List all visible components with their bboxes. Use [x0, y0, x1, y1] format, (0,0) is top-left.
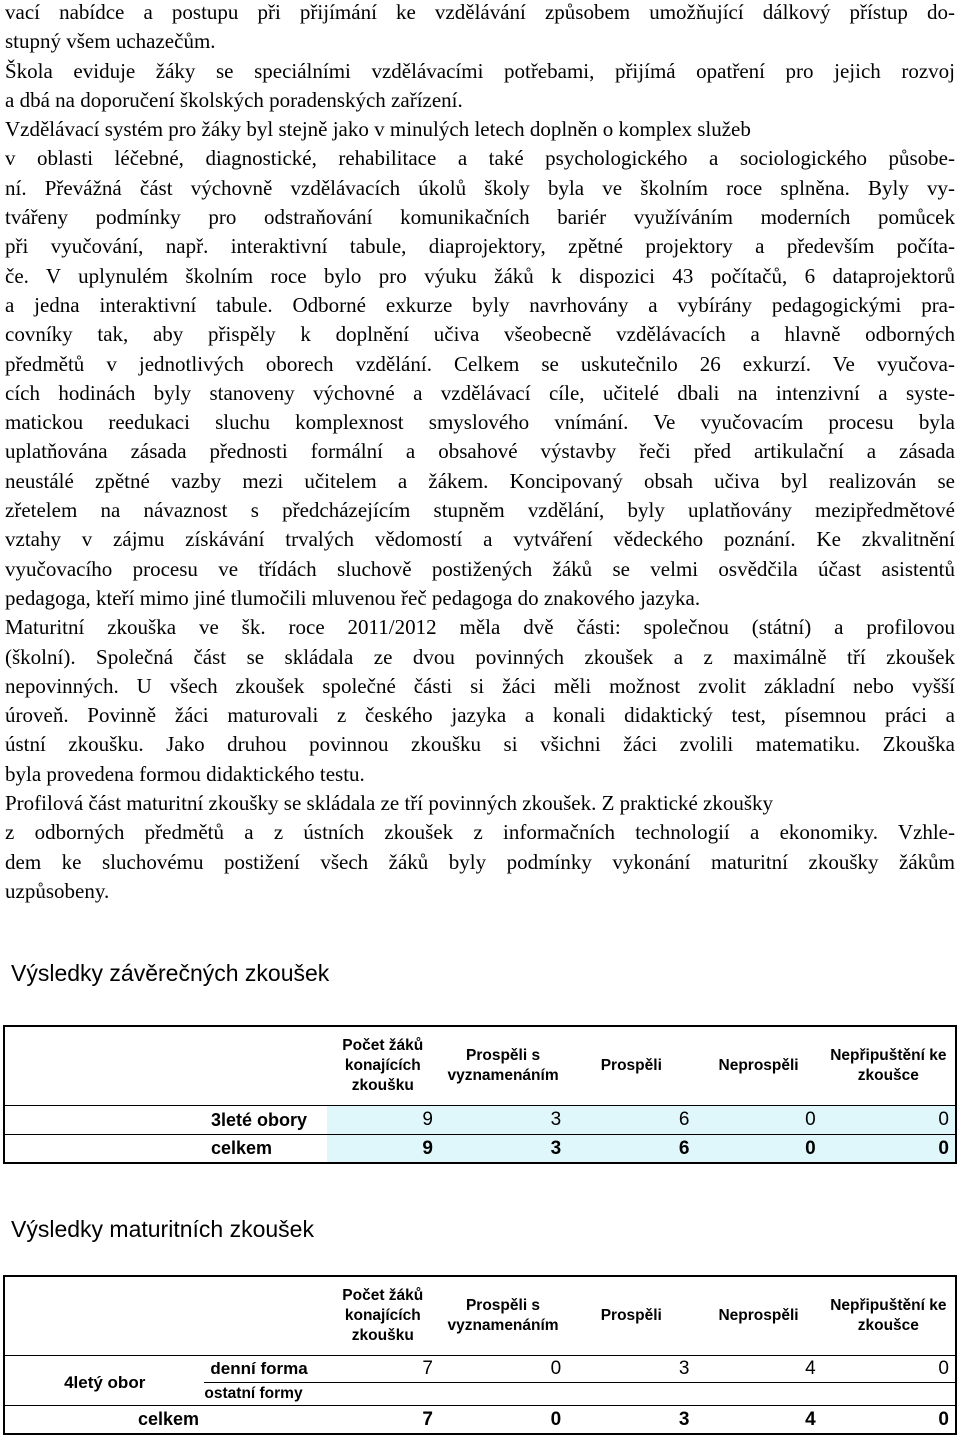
text-line: Vzdělávací systém pro žáky byl stejně jako v minulých letech doplněn o komplex služeb — [5, 117, 751, 142]
col-header-count: Počet žáků konajících zkoušku — [327, 1276, 439, 1356]
text-line: v oblasti léčebné, diagnostické, rehabilitace a také psychologického a sociologického působe- — [5, 146, 955, 171]
text-line: vyučovacího procesu ve třídách sluchově postižených žáků se velmi osvědčila účast asistentů — [5, 556, 955, 581]
text-line: předmětů v jednotlivých oborech vzdělání. Celkem se uskutečnilo 26 exkurzí. Ve vyučova- — [5, 351, 955, 376]
table-cell: 9 — [327, 1106, 439, 1135]
table-row-total — [4, 1135, 956, 1164]
text-line: stupný všem uchazečům. — [5, 29, 216, 54]
table-cell: 0 — [550, 1358, 562, 1379]
table-row — [4, 1356, 956, 1383]
col-header-honors: Prospěli s vyznamenáním — [439, 1026, 567, 1106]
table-row — [4, 1106, 956, 1135]
group-label: 4letý obor — [64, 1372, 146, 1392]
final-exams-heading: Výsledky závěrečných zkoušek — [11, 960, 330, 986]
table-cell: 0 — [822, 1106, 956, 1135]
text-line: vací nabídce a postupu při přijímání ke vzdělávání způsobem umožňující dálkový přístup do- — [5, 0, 955, 24]
text-line: nepovinných. U všech zkoušek společné části si žáci měli možnost zvolit základní nebo vyšší — [5, 673, 955, 698]
col-header-not-admitted: Nepřipuštění ke zkoušce — [822, 1276, 956, 1356]
text-line: tvářeny podmínky pro odstraňování komunikačních bariér využíváním moderních pomůcek — [5, 205, 955, 230]
text-line: če. V uplynulém školním roce bylo pro výuku žáků k dispozici 43 počítačů, 6 dataprojektorů — [5, 263, 955, 288]
row-label: celkem — [4, 1406, 327, 1435]
table-cell: 0 — [822, 1135, 956, 1164]
col-header-count: Počet žáků konajících zkoušku — [327, 1026, 439, 1106]
table-cell: 4 — [695, 1406, 821, 1435]
maturita-exams-table — [3, 1275, 957, 1435]
text-line: neustálé zpětné vazby mezi učitelem a žákem. Koncipovaný obsah učiva byl realizován se — [5, 468, 955, 493]
col-header-honors: Prospěli s vyznamenáním — [439, 1276, 567, 1356]
text-line: zřetelem na návaznost s předcházejícím stupněm vzdělání, byly uplatňovány mezipředmětové — [5, 498, 955, 523]
text-line: uplatňována zásada přednosti formální a obsahové výstavby řeči před artikulační a zásada — [5, 439, 955, 464]
table-cell: 0 — [695, 1106, 821, 1135]
text-line: úroveň. Povinně žáci maturovali z českého jazyka a konali didaktický test, písemnou práci a — [5, 703, 955, 728]
table-cell — [822, 1383, 956, 1406]
maturita-exams-heading: Výsledky maturitních zkoušek — [11, 1216, 314, 1242]
row-label: ostatní formy — [204, 1383, 326, 1406]
text-line: Maturitní zkouška ve šk. roce 2011/2012 měla dvě části: společnou (státní) a profilovou — [5, 615, 955, 640]
row-label: 3leté obory — [4, 1106, 327, 1135]
table-cell: 0 — [439, 1406, 567, 1435]
table-header-row — [4, 1026, 956, 1106]
table-cell — [695, 1383, 821, 1406]
text-line: při vyučování, např. interaktivní tabule, diaprojektory, zpětné projektory a především počíta- — [5, 234, 955, 259]
text-line: z odborných předmětů a z ústních zkoušek z informačních technologií a ekonomiky. Vzhle- — [5, 820, 955, 845]
text-line: (školní). Společná část se skládala ze dvou povinných zkoušek a z maximálně tří zkoušek — [5, 644, 955, 669]
col-header-not-admitted: Nepřipuštění ke zkoušce — [822, 1026, 956, 1106]
table-cell: 3 — [439, 1135, 567, 1164]
table-cell: 0 — [938, 1358, 949, 1379]
text-line: byla provedena formou didaktického testu. — [5, 761, 365, 786]
table-cell: 6 — [567, 1106, 695, 1135]
table-cell — [567, 1383, 695, 1406]
col-header-passed: Prospěli — [567, 1276, 695, 1356]
table-cell: 7 — [327, 1406, 439, 1435]
table-cell: 3 — [678, 1358, 690, 1379]
text-line: matickou reedukaci sluchu komplexnost smyslového vnímání. Ve vyučovacím procesu byla — [5, 410, 955, 435]
col-header-failed: Neprospěli — [695, 1276, 821, 1356]
text-line: Škola eviduje žáky se speciálními vzdělávacími potřebami, přijímá opatření pro jejich rozvoj — [5, 58, 955, 83]
final-exams-table — [3, 1025, 957, 1164]
table-cell: 0 — [695, 1135, 821, 1164]
text-line: cích hodinách byly stanoveny výchovné a vzdělávací cíle, učitelé dbali na intenzivní a syste- — [5, 380, 955, 405]
table-cell — [439, 1383, 567, 1406]
body-text — [5, 0, 955, 906]
table-cell: 3 — [567, 1406, 695, 1435]
row-label: celkem — [211, 1138, 273, 1158]
text-line: a dbá na doporučení školských poradenských zařízení. — [5, 87, 463, 112]
text-line: ústní zkoušku. Jako druhou povinnou zkoušku si všichni žáci zvolili matematiku. Zkouška — [5, 732, 955, 757]
col-header-passed: Prospěli — [567, 1026, 695, 1106]
text-line: pedagoga, kteří mimo jiné tlumočili mluvenou řeč pedagoga do znakového jazyka. — [5, 585, 701, 610]
text-line: uzpůsobeny. — [5, 878, 110, 903]
table-cell: 6 — [567, 1135, 695, 1164]
table-cell: 9 — [327, 1135, 439, 1164]
table-cell: 0 — [822, 1406, 956, 1435]
table-row-total — [4, 1406, 956, 1435]
table-cell: 4 — [805, 1358, 816, 1379]
col-header-failed: Neprospěli — [695, 1026, 821, 1106]
text-line: a jedna interaktivní tabule. Odborné exkurze byly navrhovány a vybírány pedagogickými pra- — [5, 292, 955, 317]
row-label: denní forma — [210, 1359, 308, 1378]
text-line: covníky tak, aby přispěly k doplnění učiva všeobecně vzdělávacích a hlavně odborných — [5, 322, 955, 347]
table-header-row — [4, 1276, 956, 1356]
table-cell — [327, 1383, 439, 1406]
text-line: ní. Převážná část výchovně vzdělávacích úkolů školy byla ve školním roce splněna. Byly vy- — [5, 175, 955, 200]
text-line: dem ke sluchovému postižení všech žáků byly podmínky vykonání maturitní zkoušky žákům — [5, 849, 955, 874]
table-cell: 3 — [439, 1106, 567, 1135]
text-line: Profilová část maturitní zkoušky se skládala ze tří povinných zkoušek. Z praktické zkoušky — [5, 791, 774, 816]
text-line: vztahy v zájmu získávání trvalých vědomostí a vytváření vědeckého poznání. Ke zkvalitnění — [5, 527, 955, 552]
table-cell: 7 — [422, 1358, 433, 1379]
